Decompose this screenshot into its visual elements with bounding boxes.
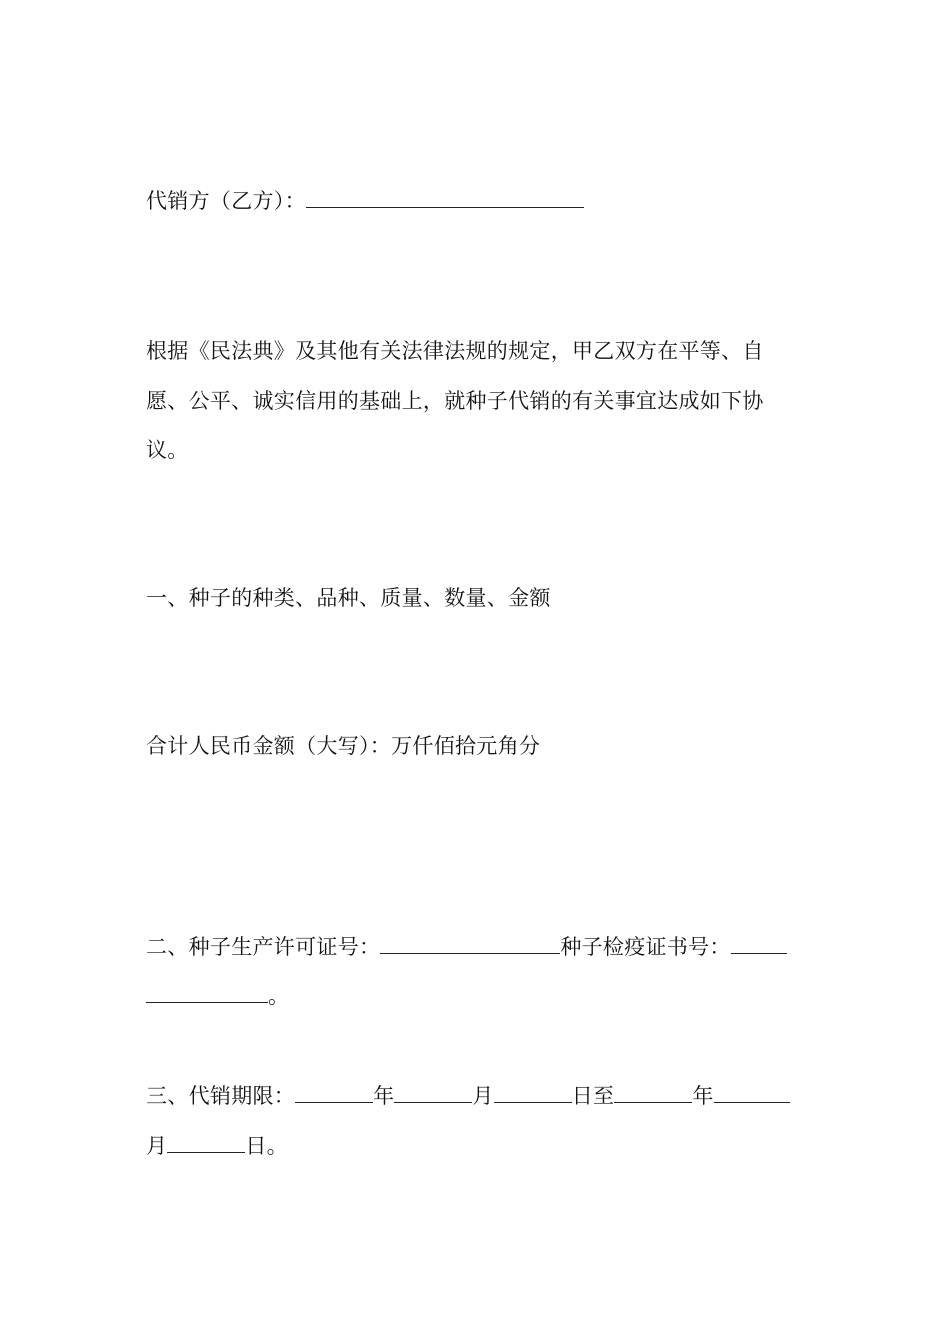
- section-1-heading: 一、种子的种类、品种、质量、数量、金额: [146, 586, 551, 610]
- end-day-blank[interactable]: [167, 1135, 245, 1153]
- start-month-label: 月: [472, 1084, 494, 1108]
- end-day-label: 日。: [245, 1134, 288, 1158]
- end-month-label: 月: [146, 1134, 168, 1158]
- quarantine-number-blank-start[interactable]: [731, 936, 787, 954]
- end-month-blank-start[interactable]: [714, 1085, 790, 1103]
- period-label: 三、代销期限：: [146, 1084, 296, 1108]
- start-month-blank[interactable]: [394, 1085, 472, 1103]
- start-day-to-label: 日至: [571, 1084, 615, 1108]
- preamble-line-1: 根据《民法典》及其他有关法律法规的规定，甲乙双方在平等、自: [146, 339, 764, 363]
- end-year-label: 年: [692, 1084, 714, 1108]
- section-2-line-2: [146, 985, 289, 1007]
- preamble-line-3: 议。: [146, 438, 189, 462]
- license-label: 二、种子生产许可证号：: [146, 935, 381, 959]
- quarantine-label: 种子检疫证书号：: [560, 935, 731, 959]
- section-3-line-2: [146, 1135, 288, 1157]
- total-amount-line: 合计人民币金额（大写）：万仟佰拾元角分: [146, 734, 541, 758]
- start-year-blank[interactable]: [295, 1085, 373, 1103]
- end-year-blank[interactable]: [614, 1085, 692, 1103]
- start-year-label: 年: [373, 1084, 395, 1108]
- license-number-blank[interactable]: [380, 936, 560, 954]
- start-day-blank[interactable]: [494, 1085, 572, 1103]
- section-2-line-1: [146, 936, 787, 958]
- party-b-label: 代销方（乙方）：: [146, 189, 306, 213]
- section-2-end-mark: 。: [268, 984, 290, 1008]
- party-b-name-blank[interactable]: [306, 190, 584, 208]
- preamble-line-2: 愿、公平、诚实信用的基础上，就种子代销的有关事宜达成如下协: [146, 389, 764, 413]
- party-b-line: [146, 190, 584, 212]
- quarantine-number-blank-end[interactable]: [146, 985, 268, 1003]
- section-3-line-1: [146, 1085, 790, 1107]
